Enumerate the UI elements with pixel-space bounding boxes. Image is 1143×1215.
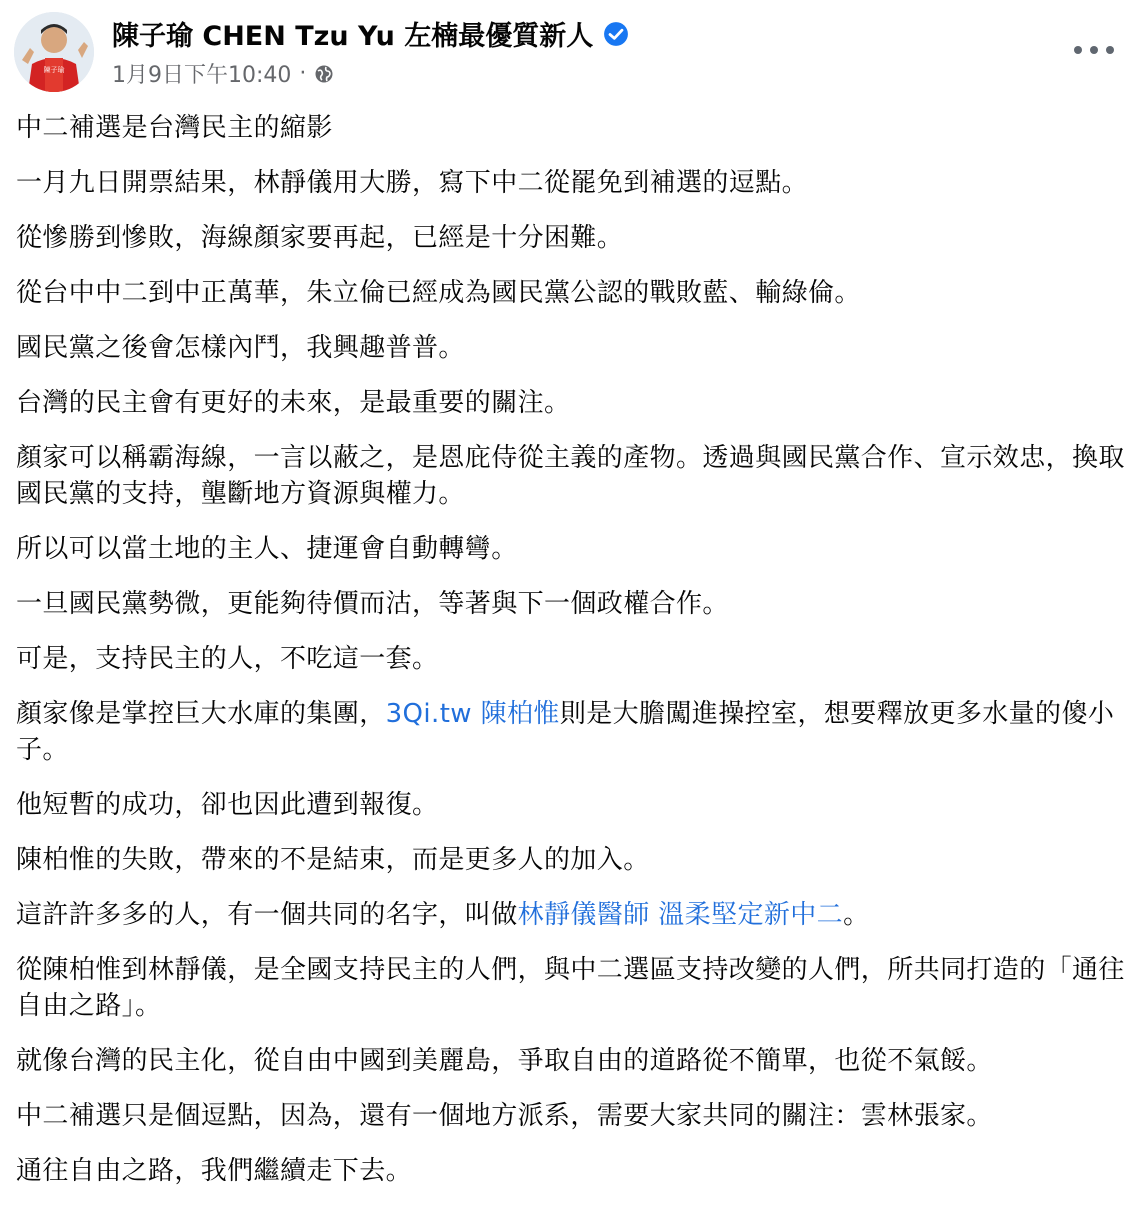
post-paragraph: 他短暫的成功，卻也因此遭到報復。 — [16, 790, 439, 820]
post-paragraph: 可是，支持民主的人，不吃這一套。 — [16, 644, 439, 674]
more-options-button[interactable] — [1074, 38, 1114, 62]
paragraph-text: 。 — [843, 900, 870, 930]
paragraph-text: 顏家像是掌控巨大水庫的集團， — [16, 699, 386, 729]
post-paragraph: 顏家可以稱霸海線，一言以蔽之，是恩庇侍從主義的產物。透過與國民黨合作、宣示效忠，換取國民黨的支持，壟斷地方資源與權力。 — [16, 443, 1125, 509]
post-paragraph: 國民黨之後會怎樣內鬥，我興趣普普。 — [16, 333, 465, 363]
post-paragraph-with-mention — [16, 696, 1128, 768]
avatar-image — [14, 12, 94, 92]
post-timestamp[interactable]: 1月9日下午10:40 — [112, 63, 292, 88]
post-paragraph: 中二補選是台灣民主的縮影 — [16, 113, 333, 143]
post-paragraph: 所以可以當土地的主人、捷運會自動轉彎。 — [16, 534, 518, 564]
paragraph-text: 則是大膽闖進操控室，想要釋放更多水量的傻小子。 — [16, 699, 1115, 765]
meta-separator: · — [299, 61, 307, 86]
avatar[interactable] — [14, 12, 94, 92]
mention-link-chen-bo-wei[interactable]: 3Qi.tw 陳柏惟 — [385, 699, 560, 729]
post-paragraph: 就像台灣的民主化，從自由中國到美麗島，爭取自由的道路從不簡單，也從不氣餒。 — [16, 1046, 993, 1076]
post-paragraph: 通往自由之路，我們繼續走下去。 — [16, 1156, 413, 1186]
verified-badge-icon — [603, 21, 629, 47]
avatar-sash-text: 陳子瑜 — [43, 66, 65, 74]
post-body — [16, 110, 1128, 1208]
more-dot — [1090, 46, 1098, 54]
post-paragraph: 台灣的民主會有更好的未來，是最重要的關注。 — [16, 388, 571, 418]
more-dot — [1106, 46, 1114, 54]
post-paragraph: 從陳柏惟到林靜儀，是全國支持民主的人們，與中二選區支持改變的人們，所共同打造的「通往自由之路」。 — [16, 955, 1125, 1021]
post-paragraph: 從慘勝到慘敗，海線顏家要再起，已經是十分困難。 — [16, 223, 624, 253]
author-name[interactable]: 陳子瑜 CHEN Tzu Yu 左楠最優質新人 — [112, 21, 594, 52]
globe-icon — [314, 64, 334, 84]
mention-link-lin-jing-yi[interactable]: 林靜儀醫師 溫柔堅定新中二 — [517, 900, 844, 930]
post-paragraph-with-mention — [16, 897, 1128, 933]
post-paragraph: 陳柏惟的失敗，帶來的不是結束，而是更多人的加入。 — [16, 845, 650, 875]
post-paragraph: 從台中中二到中正萬華，朱立倫已經成為國民黨公認的戰敗藍、輸綠倫。 — [16, 278, 861, 308]
author-name-row — [112, 14, 629, 53]
post-meta — [112, 58, 334, 89]
paragraph-text: 這許許多多的人，有一個共同的名字，叫做 — [16, 900, 518, 930]
post-paragraph: 一旦國民黨勢微，更能夠待價而沽，等著與下一個政權合作。 — [16, 589, 729, 619]
more-dot — [1074, 46, 1082, 54]
post-paragraph: 一月九日開票結果，林靜儀用大勝，寫下中二從罷免到補選的逗點。 — [16, 168, 809, 198]
post-header — [12, 10, 1132, 94]
post-paragraph: 中二補選只是個逗點，因為，還有一個地方派系，需要大家共同的關注：雲林張家。 — [16, 1101, 993, 1131]
